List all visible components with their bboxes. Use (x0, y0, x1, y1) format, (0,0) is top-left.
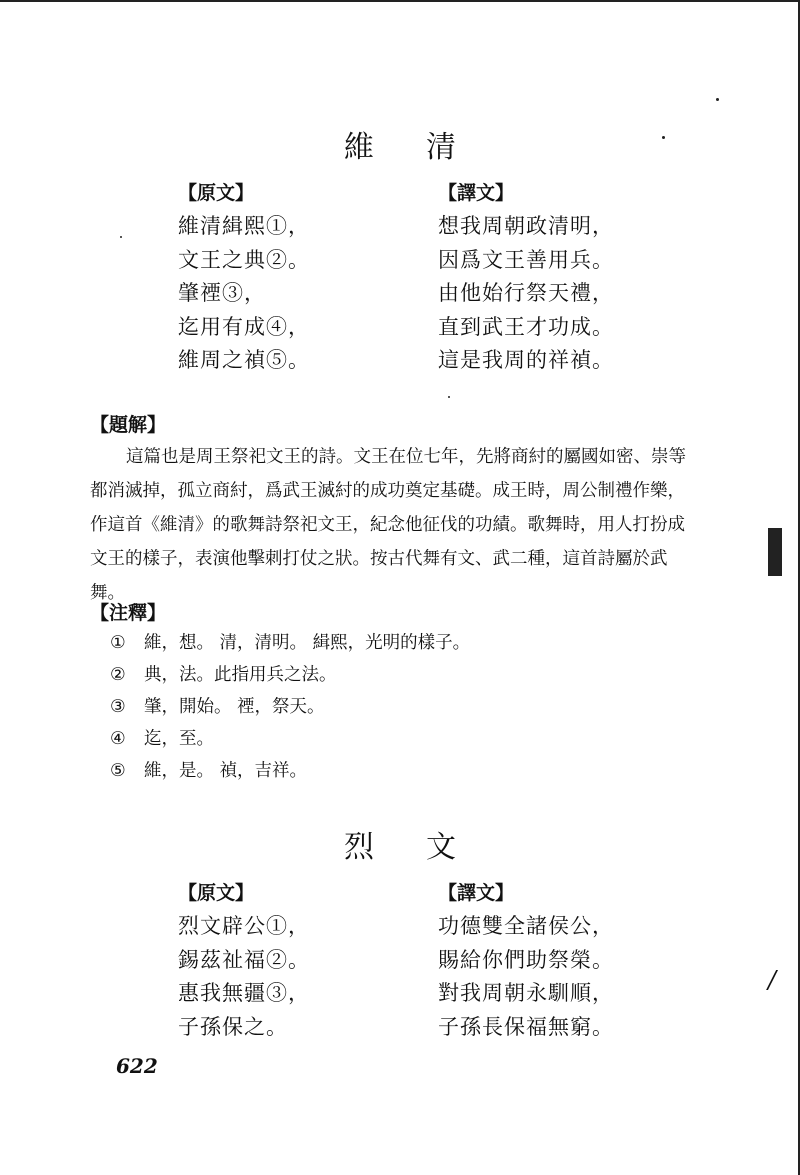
poem2-original-line: 子孫保之。 (178, 1014, 288, 1039)
note-number: ④ (110, 729, 126, 749)
scan-slash-mark: / (768, 966, 777, 994)
poem2-translation-line: 賜給你們助祭榮。 (438, 947, 614, 972)
poem1-notes-header: 【注釋】 (90, 602, 167, 624)
poem2-translation-header: 【譯文】 (438, 882, 515, 904)
poem1-original-line: 維周之禎⑤。 (178, 348, 310, 372)
poem2-translation-line: 對我周朝永馴順， (438, 981, 614, 1005)
poem2-original-line: 錫茲祉福②。 (178, 947, 310, 972)
poem1-analysis-header: 【題解】 (90, 414, 167, 436)
poem2-translation-line: 功德雙全諸侯公， (438, 914, 614, 938)
scan-edge-mark (768, 528, 782, 576)
note-number: ⑤ (110, 761, 126, 781)
poem1-translation-header: 【譯文】 (438, 182, 515, 204)
note-item (110, 659, 470, 691)
note-item (110, 627, 470, 659)
poem1-original-line: 肇禋③， (178, 281, 266, 305)
scan-speck (716, 98, 719, 101)
poem2-original-line: 烈文辟公①， (178, 914, 310, 938)
note-number: ② (110, 665, 126, 685)
poem1-original-line: 維清緝熙①， (178, 214, 310, 238)
poem1-original-line: 迄用有成④， (178, 314, 310, 339)
poem1-translation-line: 直到武王才功成。 (438, 314, 614, 339)
poem1-title: 維清 (344, 130, 508, 165)
scan-speck (120, 236, 122, 238)
page-number: 622 (116, 1054, 158, 1078)
scan-speck (448, 396, 450, 398)
poem1-translation-line: 想我周朝政清明， (438, 214, 614, 238)
note-text: 典，法。此指用兵之法。 (144, 665, 337, 685)
note-item (110, 755, 470, 787)
note-text: 肇，開始。 禋，祭天。 (144, 697, 325, 717)
scan-speck (662, 136, 665, 139)
poem1-original-header: 【原文】 (178, 182, 255, 204)
poem1-translation-line: 由他始行祭天禮， (438, 281, 614, 305)
poem1-original-line: 文王之典②。 (178, 247, 310, 272)
note-item (110, 691, 470, 723)
note-item (110, 723, 470, 755)
poem2-original-header: 【原文】 (178, 882, 255, 904)
note-number: ① (110, 633, 126, 653)
poem1-original-column (178, 176, 478, 378)
poem1-analysis-text: 這篇也是周王祭祀文王的詩。文王在位七年，先將商紂的屬國如密、崇等都消滅掉，孤立商紂，爲武王滅紂的成功奠定基礎。成王時，周公制禮作樂，作這首《維清》的歌舞詩祭祀文王，紀念他征伐的功績。歌舞時，用人打扮成文王的樣子，表演他擊刺打仗之狀。按古代舞有文、武二種，這首詩屬於武舞。 (90, 447, 686, 603)
poem1-translation-column (438, 176, 738, 378)
poem2-translation-column (438, 876, 738, 1044)
poem2-original-line: 惠我無疆③， (178, 981, 310, 1005)
poem2-title: 烈文 (344, 830, 508, 865)
note-text: 維，是。 禎，吉祥。 (144, 761, 308, 781)
poem1-notes-list (110, 627, 470, 787)
page-border-top (0, 0, 800, 2)
note-text: 維，想。 清，清明。 緝熙，光明的樣子。 (144, 633, 471, 653)
note-text: 迄，至。 (144, 729, 214, 749)
poem2-original-column (178, 876, 478, 1044)
poem1-translation-line: 這是我周的祥禎。 (438, 348, 614, 372)
note-number: ③ (110, 697, 126, 717)
poem2-translation-line: 子孫長保福無窮。 (438, 1014, 614, 1039)
poem1-translation-line: 因爲文王善用兵。 (438, 247, 614, 272)
